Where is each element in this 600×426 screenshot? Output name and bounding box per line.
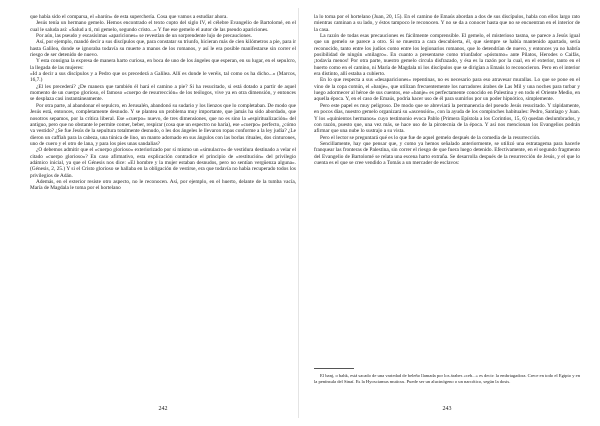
left-page-body xyxy=(30,14,296,192)
paragraph: Y esta consigna la expresa de manera harto curiosa, en boca de uno de los ángeles que esperan, en su lugar, en el sepulcro, la llegada de las mujeres: xyxy=(30,58,296,71)
paragraph: En lo que respecta a sus «desapariciones» repentinas, no es necesario para eso atravesar murallas. Lo que se pone en el vino de la copa común, el «banje», que utilizan frecuentemente los narradores árabes de Las Mil y una noches para turbar y luego adormecer al héroe de sus cuentos, ese «banje» es perfectamente conocido en Palestina y en todo el Oriente Medio, en aquella época. Y, en el caso de Emaús, podría hacer uso de él para sumirlos por un poder hipnótico, simplemente. xyxy=(314,77,580,103)
paragraph: Jesús tenía un hermano gemelo. Hemos encontrado el texto copto del siglo IV, el célebre Evangelio de Bartolomé, en el cual le saluda así: «Salud a ti, mi gemelo, segundo cristo...» Y fue ese gemelo el autor de las pseudo apariciones. xyxy=(30,20,296,33)
left-page xyxy=(30,14,296,412)
paragraph: Además, en el exterior resiste otro aspecto, no le reconocen. Así, por ejemplo, en el huerto, delante de la tumba vacía, María de Magdala le toma por el hortelano xyxy=(30,178,296,192)
paragraph: la lo toma por el hortelano (Juan, 20, 15). En el camino de Emaús abordan a dos de sus discípulos, habla con ellos largo rato mientras caminan a su lado, y éstos tampoco le reconocen. Y no se da a conocer hasta que no se encuentran en el interior de la casa. xyxy=(314,14,580,33)
book-gutter xyxy=(298,8,299,418)
paragraph: ¿O debemos admitir que el «cuerpo glorioso» exteriorizado por sí mismo un «simulacro» de vestidura destinado a velar el citado «cuerpo glorioso»? En caso afirmativo, esta explicación contradice el principio de «restitución» del privilegio adámico inicial, ya que el Génesis nos dice: «El hombre y la mujer estaban desnudos, pero no sentían vergüenza alguna». (Génesis, 2, 25.) Y si el Cristo glorioso se hallaba en la obligación de vestirse, era que todavía no había recuperado todos los privilegios de Adán. xyxy=(30,147,296,179)
paragraph: La razón de todas esas precauciones es fácilmente comprensible. El gemelo, el misterioso tasma, se parece a Jesús igual que un gemelo se parece a otro. Si se muestra a cara descubierta, él, que siempre se había mantenido apartado, sería reconocido, tanto entre los judíos como entre los legionarios romanos, que lo detendrían de nuevo, y entonces ya no habría posibilidad de ningún «milagro». En cuanto a presentarse como triunfador «póstumo» ante Pilatos, Herodes o Caifás, ¡todavía menos! Por otra parte, nuestro gemelo circula disfrazado, y ésa es la razón por la cual, en el exterior, tanto en el huerto como en el camino, ni María de Magdala ni los discípulos que se dirigían a Emaús lo reconocieron. Pero en el interior era distinto, allí estaba a cubierto. xyxy=(314,33,580,78)
paragraph: Por otra parte, al abandonar el sepulcro, en Jerusalén, abandonó su sudario y los lienzos que lo completaban. De modo que Jesús está, entonces, completamente desnudo. Y se plantea un problema muy importante, que jamás ha sido abordado, que nosotros sepamos, por la crítica liberal. Ese «cuerpo» nuevo, de tres dimensiones, que no es sino la «espiritualización» del antiguo, pero que no obstante le permite comer, beber, respirar (cosa que un espectro no haría), ese «cuerpo» perfecto, ¿cómo va vestido? ¿Se fue Jesús de la sepultura totalmente desnudo, o les dos ángeles le llevaron ropas conforme a la ley judía? ¿Le dieron un caffiah para la cabeza, una túnica de lino, un manto adornado en sus ángulos con las borlas rituales, dos cinturones, uno de cuero y el otro de lana, y para los pies unas sandalias? xyxy=(30,102,296,147)
paragraph: ¿El les precederá? ¿De manera que también él hará el camino a pie? Si ha resucitado, si está dotado a partir de aquel momento de un cuerpo glorioso, el famoso «cuerpo de resurrección» de los teólogos, vive ya en otra dimensión, y entonces se desplaza casi instantáneamente. xyxy=(30,83,296,103)
quotation: «Id a decir a sus discípulos y a Pedro que os precederá a Galilea. Allí es donde le veréis, tal como os ha dicho...» (Marcos, 16,7.) xyxy=(30,71,296,84)
paragraph: Pero el lector se preguntará qué es lo que fue de aquel gemelo después de la comedia de la resurrección. xyxy=(320,134,541,141)
paragraph: Pero este papel es muy peligroso. De modo que se abreviará la permanencia del pseudo Jesús resucitado. Y rápidamente, en pocos días, nuestro gemelo organizará su «ascensión», con la ayuda de los compinches habituales: Pedro, Santiago y Juan. Y los «quinientos hermanos» cuyo testimonio evoca Pablo (Primera Epístola a los Corintios, 15, 6) quedan deslumbrados, y con razón, puesto que, una vez más, se hace uso de la pirotecnia de la época. Y así nos mencionan los Evangelios podrán afirmar que una nube lo sustrajo a su vista. xyxy=(314,102,580,135)
footnote xyxy=(314,373,580,384)
footnote-rule xyxy=(314,368,354,369)
right-page-body xyxy=(314,14,580,166)
paragraph: Sencillamente, hay que pensar que, y como ya hemos señalado anteriormente, se utilizó una estratagema para hacerle franquear las fronteras de Palestina, sin correr el riesgo de que fuera luego detenido. Efectivamente, en el segundo fragmento del Evangelio de Bartolomé se relata una escena harto extraña. Se desarrolla después de la resurrección de Jesús, y el que lo cuenta es el que se cree vendido a Tomás a un mercader de esclavos: xyxy=(314,140,580,166)
footnote-text: El banj, o bahk, está sacado de una variedad de beleño llamada por los árabes «ceb...» es decir: la embriagadora. Crece en todo el Egipto y en la península del Sinaí. Es la Hyosciamus muticus. Puede ser un alucinógeno o un narcótico, según la dosis. xyxy=(314,373,580,384)
paragraph: Así, por ejemplo, mandó decir a sus discípulos que, para constatar su triunfo, hicieran más de cien kilómetros a pie, para ir hasta Galilea, donde se ignoraba todavía su muerte a manos de los romanos, y así le era posible manifestarse sin correr el riesgo de ser detenido de nuevo. xyxy=(30,39,296,59)
paragraph: Por aún, las pseudo y escasísimas «apariciones» se revestían de un sorprendente lujo de precauciones. xyxy=(36,33,252,40)
page-number-left: 242 xyxy=(158,406,168,412)
paragraph: que había sido el comparsa, el «barón» de esta superchería. Cosa que vamos a estudiar ahora. xyxy=(30,14,228,20)
page-number-right: 243 xyxy=(442,406,452,412)
right-page xyxy=(314,14,580,412)
